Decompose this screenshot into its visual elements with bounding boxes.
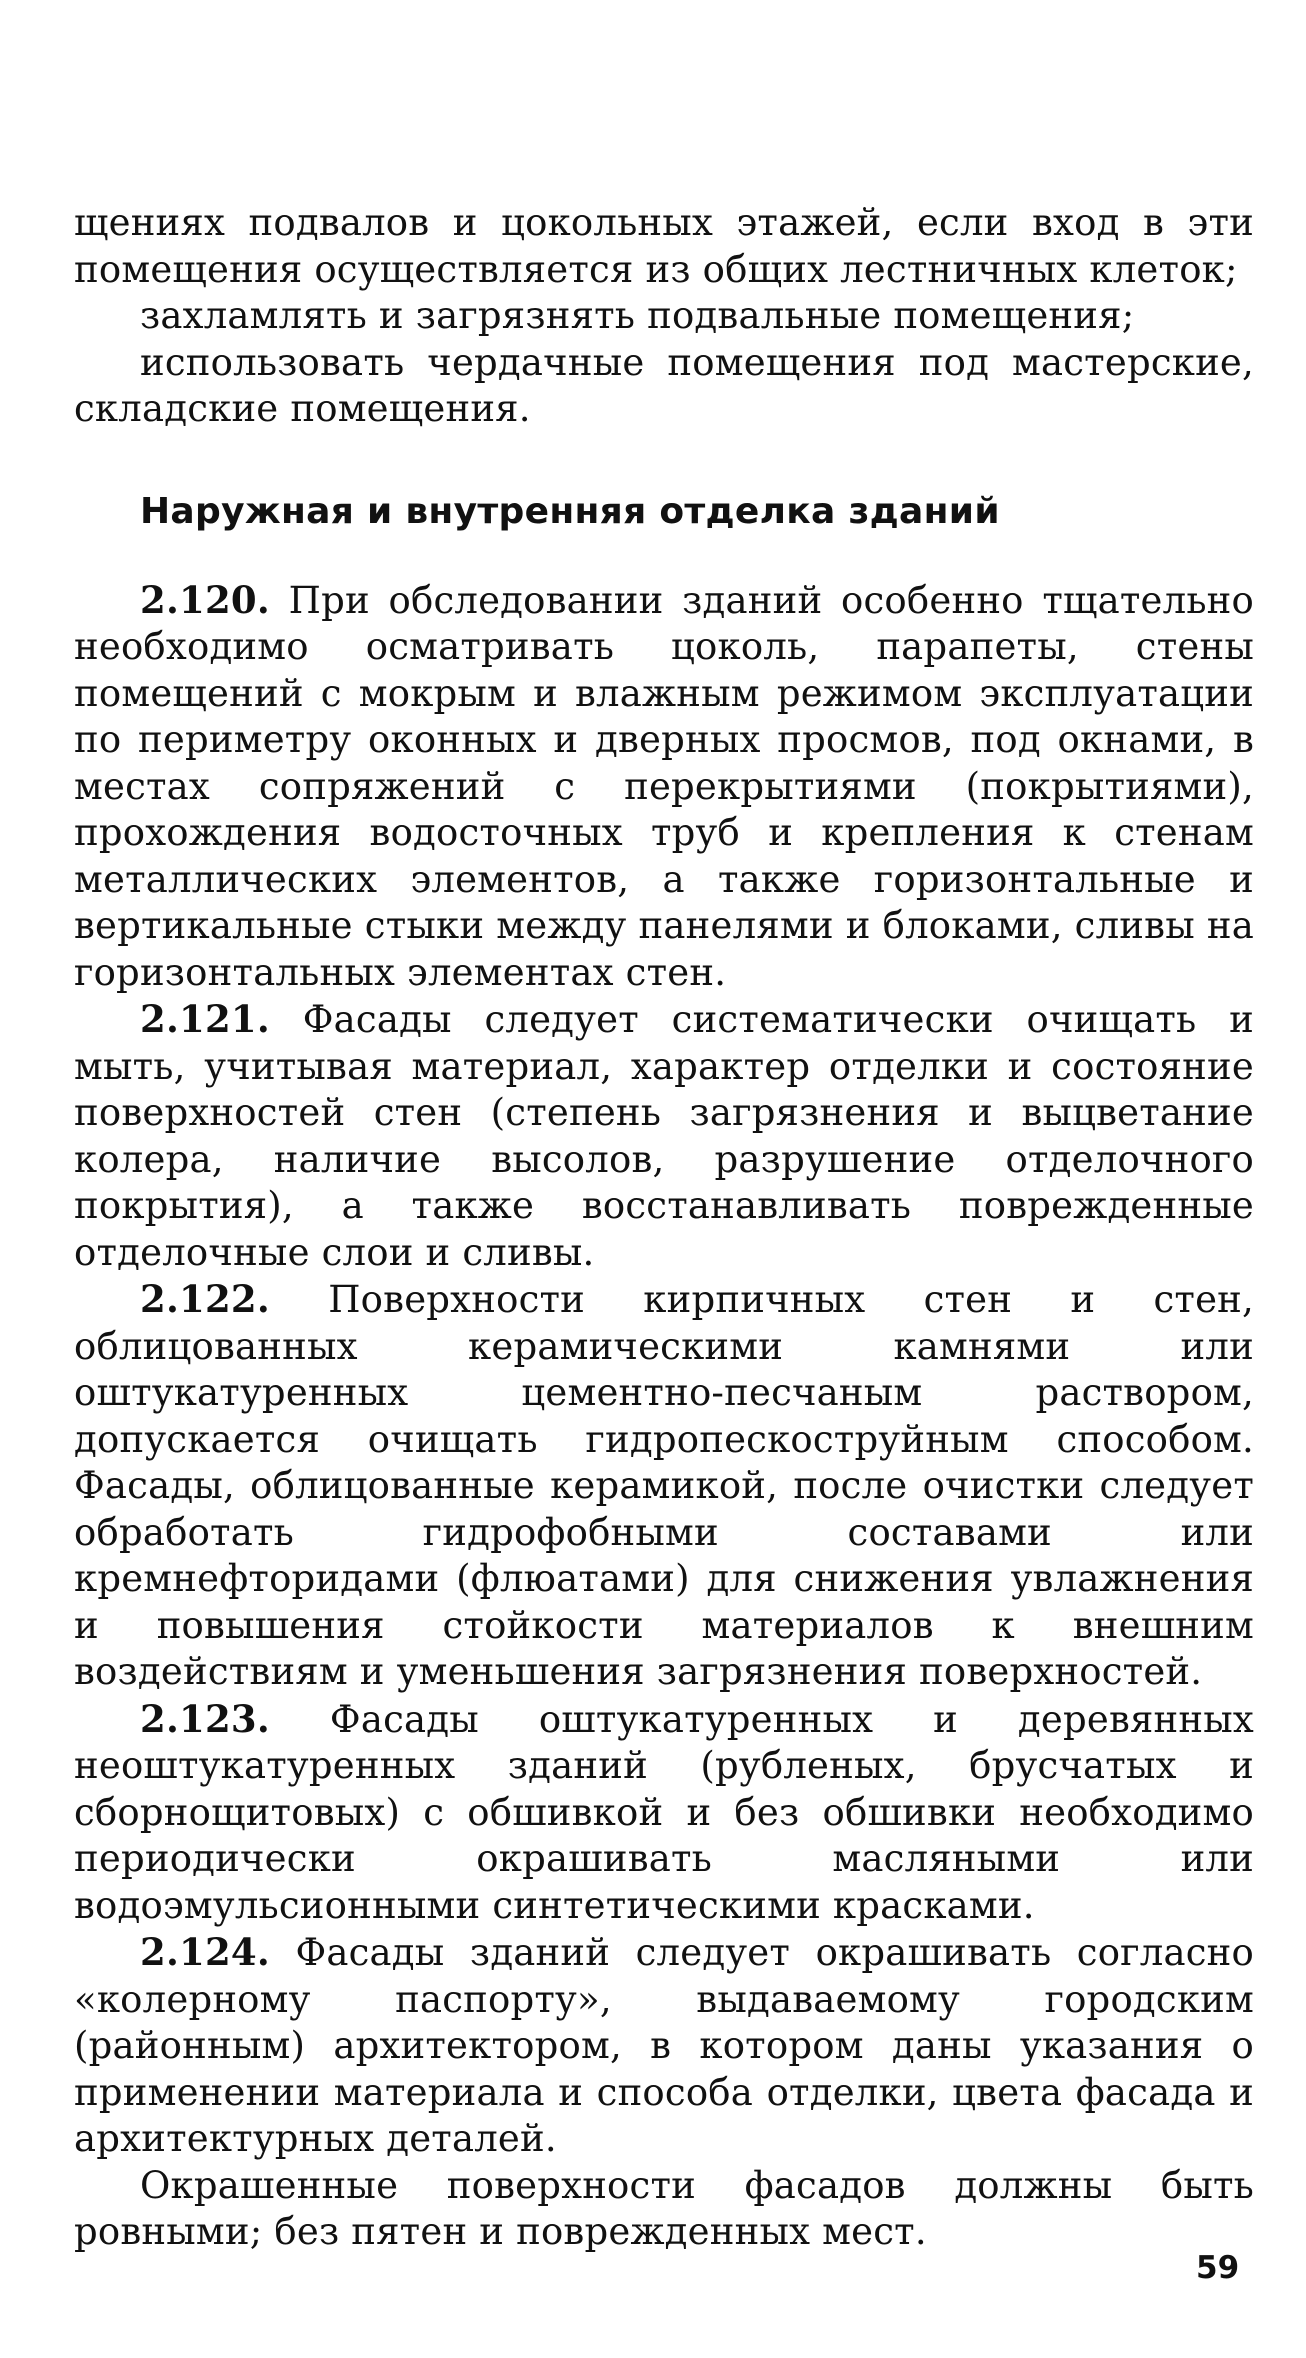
clause-number: 2.122. — [140, 1277, 270, 1321]
clause-2-121 — [74, 996, 1254, 1276]
clause-text: Фасады оштукатуренных и деревянных неоштукатуренных зданий (рубленых, брусчатых и сборнощитовых) с обшивкой и без обшивки необходимо периодически окрашивать масляными или водоэмульсионными синтетическими красками. — [74, 1697, 1254, 1927]
clause-number: 2.121. — [140, 997, 270, 1041]
paragraph-list-item: захламлять и загрязнять подвальные помещения; — [140, 294, 1135, 337]
clause-text: Поверхности кирпичных стен и стен, облицованных керамическими камнями или оштукатуренных цементно-песчаным раствором, допускается очищать гидропескоструйным способом. Фасады, облицованные керамикой, после очистки следует обработать гидрофобными составами или кремнефторидами (флюатами) для снижения увлажнения и повышения стойкости материалов к внешним воздействиям и уменьшения загрязнения поверхностей. — [74, 1278, 1254, 1693]
clause-2-123 — [74, 1696, 1254, 1930]
paragraph-list-item: использовать чердачные помещения под мастерские, складские помещения. — [74, 340, 1254, 430]
clause-number: 2.123. — [140, 1696, 270, 1741]
paragraph-continuation: щениях подвалов и цокольных этажей, если вход в эти помещения осуществляется из общих лестничных клеток; — [74, 201, 1254, 291]
page-content — [74, 200, 1254, 2256]
clause-2-120 — [74, 577, 1254, 997]
section-heading: Наружная и внутренняя отделка зданий — [140, 490, 1000, 532]
clause-text: При обследовании зданий особенно тщательно необходимо осматривать цоколь, парапеты, стены помещений с мокрым и влажным режимом эксплуатации по периметру оконных и дверных просмов, под окнами, в местах сопряжений с перекрытиями (покрытиями), прохождения водосточных труб и крепления к стенам металлических элементов, а также горизонтальные и вертикальные стыки между панелями и блоками, сливы на горизонтальных элементах стен. — [74, 578, 1254, 994]
closing-paragraph: Окрашенные поверхности фасадов должны быть ровными; без пятен и поврежденных мест. — [74, 2163, 1254, 2253]
clause-number: 2.124. — [140, 1930, 270, 1974]
clause-2-124 — [74, 1929, 1254, 2163]
clause-number: 2.120. — [140, 577, 270, 622]
clause-text: Фасады следует систематически очищать и мыть, учитывая материал, характер отделки и состояние поверхностей стен (степень загрязнения и выцветание колера, наличие высолов, разрушение отделочного покрытия), а также восстанавливать поврежденные отделочные слои и сливы. — [74, 998, 1254, 1274]
page-number: 59 — [1196, 2250, 1240, 2286]
clause-2-122 — [74, 1276, 1254, 1696]
clause-text: Фасады зданий следует окрашивать согласно «колерному паспорту», выдаваемому городским (районным) архитектором, в котором даны указания о применении материала и способа отделки, цвета фасада и архитектурных деталей. — [74, 1931, 1254, 2160]
